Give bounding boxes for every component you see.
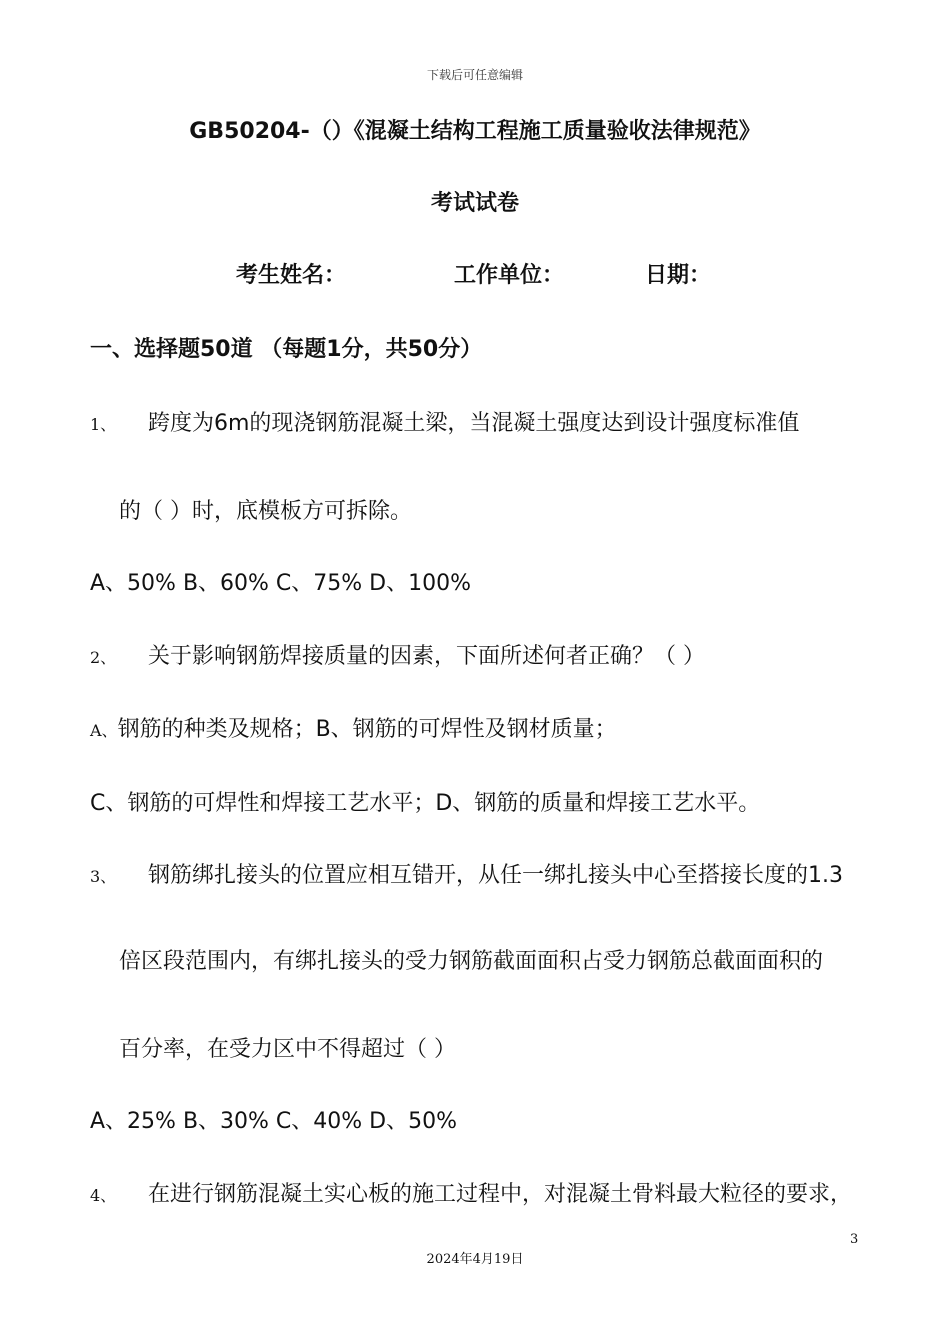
examinee-name-label: 考生姓名： (236, 263, 347, 288)
question-text-continued: 的（ ）时，底模板方可拆除。 (119, 499, 412, 524)
question-number: 3、 (90, 867, 117, 886)
question-options: A、50% B、60% C、75% D、100% (90, 571, 472, 596)
question-text-continued: 百分率，在受力区中不得超过（ ） (119, 1037, 456, 1062)
document-title: GB50204-（）《混凝土结构工程施工质量验收法律规范》 (189, 119, 761, 144)
question-text: 钢筋绑扎接头的位置应相互错开，从任一绑扎接头中心至搭接长度的1.3 (148, 863, 843, 888)
question-text: 跨度为6m的现浇钢筋混凝土梁，当混凝土强度达到设计强度标准值 (148, 411, 800, 436)
header-note: 下载后可任意编辑 (426, 68, 523, 82)
footer-date: 2024年4月19日 (426, 1252, 524, 1267)
question-options (90, 712, 617, 743)
question-options: C、钢筋的可焊性和焊接工艺水平；D、钢筋的质量和焊接工艺水平。 (90, 791, 761, 816)
question-number: 4、 (90, 1186, 117, 1205)
section-heading: 一、选择题50道 （每题1分，共50分） (90, 337, 483, 362)
page-number: 3 (850, 1232, 859, 1247)
document-subtitle: 考试试卷 (430, 191, 519, 216)
work-unit-label: 工作单位： (454, 263, 565, 288)
option-a-prefix: A、 (90, 721, 118, 740)
question-options: A、25% B、30% C、40% D、50% (90, 1109, 458, 1134)
date-label: 日期： (645, 263, 712, 288)
question-number: 2、 (90, 648, 117, 667)
option-line: 钢筋的种类及规格；B、钢筋的可焊性及钢材质量； (117, 717, 617, 742)
question-text: 在进行钢筋混凝土实心板的施工过程中，对混凝土骨料最大粒径的要求， (148, 1182, 853, 1207)
question-text: 关于影响钢筋焊接质量的因素，下面所述何者正确？（ ） (148, 644, 705, 669)
question-text-continued: 倍区段范围内，有绑扎接头的受力钢筋截面面积占受力钢筋总截面面积的 (119, 949, 824, 974)
question-number: 1、 (90, 415, 117, 434)
